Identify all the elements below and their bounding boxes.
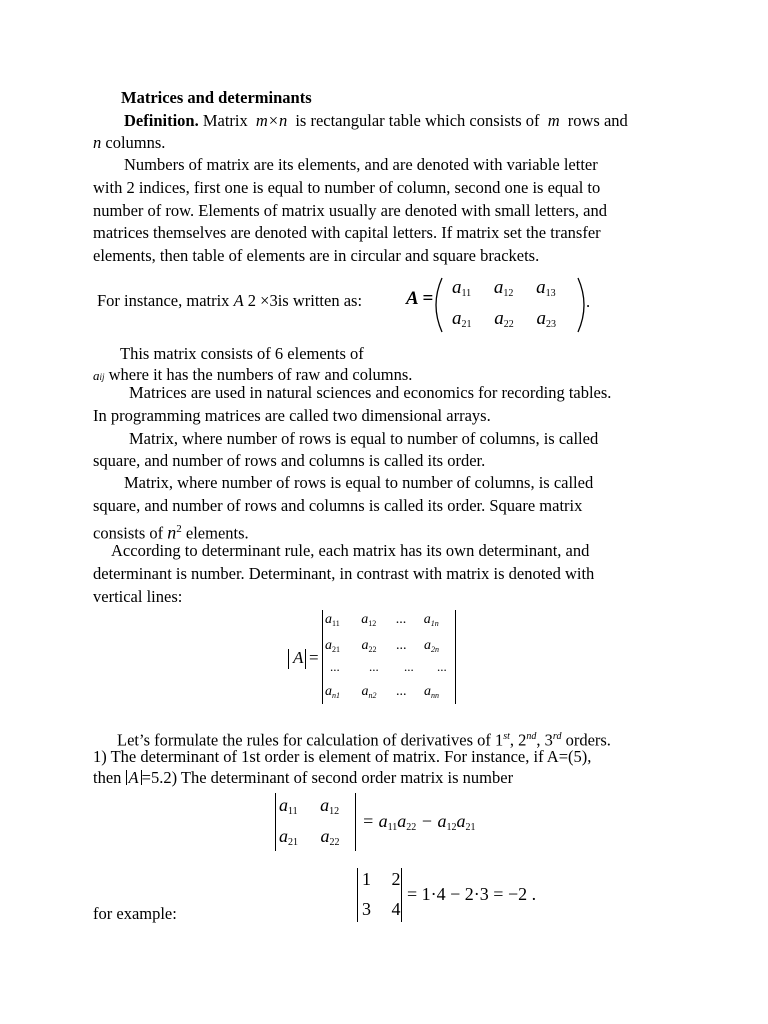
consists-text: where it has the numbers of raw and columns. [108,365,413,384]
element-a: a [424,684,431,699]
element-index: 21 [288,837,298,848]
definition-line [124,110,628,132]
element-index: 11 [288,806,298,817]
element-a: a [361,612,369,627]
math-text: = a [362,811,388,831]
instance-text-1: For instance, matrix [97,291,230,310]
paragraph-line: with 2 indices, first one is equal to number of column, second one is equal to [93,178,601,197]
element-a: a [397,811,407,831]
element-index: 21 [465,822,476,833]
rules-line-2: 1) The determinant of 1st order is element of matrix. For instance, if A=(5), [93,747,592,766]
definition-text: columns. [105,133,166,152]
definition-label: Definition. [124,111,199,130]
element-index: 11 [332,619,340,628]
paragraph-text: elements. [185,523,249,543]
element-index: 22 [503,319,514,330]
element-a: a [279,826,288,846]
ellipsis: ... [395,612,407,627]
ellipsis: ... [330,659,340,674]
paragraph-line: Matrices are used in natural sciences and economics for recording tables. [129,383,612,402]
example-cell: 3 [362,899,371,919]
example-row-2 [362,899,401,920]
math-m: m [547,111,560,130]
ellipsis: ... [396,684,407,699]
det2-right-bar [355,793,356,851]
ellipsis: ... [404,659,414,674]
element-index: n1 [332,691,340,700]
paragraph-line: vertical lines: [93,587,183,606]
rules-text: orders. [561,730,611,750]
consists-line: This matrix consists of 6 elements of [120,344,364,363]
element-index: 12 [446,822,457,833]
element-a: a [493,277,504,298]
element-index: 21 [461,319,472,330]
element-index: 11 [461,288,472,299]
det2-left-bar [275,793,276,851]
example-right-bar [401,868,402,922]
ellipsis: ... [369,659,379,674]
element-index: 12 [503,288,514,299]
rules-text: , 2 [509,730,527,750]
element-index: 23 [546,319,556,330]
paragraph-line: determinant is number. Determinant, in contrast with matrix is denoted with [93,564,595,583]
det-row-2 [325,638,439,654]
det-row-1 [325,612,439,628]
paragraph-line: square, and number of rows and columns is called its order. [93,451,486,470]
rules-text: then [93,768,122,787]
det-lhs: A [293,648,304,667]
det-right-bar [455,610,456,704]
paragraph-line: elements, then table of elements are in circular and square brackets. [93,246,540,265]
definition-text: is rectangular table which consists of [295,111,540,130]
math-n: n [93,133,102,152]
example-left-bar [357,868,358,922]
paragraph-line: According to determinant rule, each matrix has its own determinant, and [111,541,590,560]
det-row-4 [325,684,439,700]
element-index: 1n [430,619,439,628]
paragraph-line: Numbers of matrix are its elements, and are denoted with variable letter [124,155,598,174]
matrix-row-2 [452,308,556,330]
element-a: a [536,277,546,298]
element-index: 22 [368,645,377,654]
abs-bar [288,649,289,669]
paragraph-line: square, and number of rows and columns is called its order. Square matrix [93,496,583,515]
example-cell: 2 [391,869,401,889]
element-a: a [320,826,330,846]
ordinal-rd: rd [552,731,562,742]
element-a: a [456,811,466,831]
paragraph-text: consists of [93,523,164,543]
abs-bar [305,649,306,669]
paragraph-line: number of row. Elements of matrix usually are denoted with small letters, and [93,201,607,220]
paragraph-line: Matrix, where number of rows is equal to number of columns, is called [129,429,599,448]
element-index: 12 [329,806,340,817]
math-A: A [233,291,244,310]
math-a: a [93,368,100,383]
element-a: a [494,308,504,329]
element-index: 13 [545,288,556,299]
element-a: a [452,277,462,298]
paragraph-line: Matrix, where number of rows is equal to number of columns, is called [124,473,594,492]
rules-text: , 3 [536,730,553,750]
example-label: for example: [93,904,177,923]
definition-text: rows and [567,111,628,130]
element-index: 12 [368,619,377,628]
math-index-ij: ij [99,372,105,382]
element-index: nn [431,691,439,700]
page-title: Matrices and determinants [121,88,312,107]
element-a: a [361,684,369,699]
element-index: n2 [368,691,377,700]
element-a: a [423,612,431,627]
det2-rhs [362,811,475,833]
ellipsis: ... [396,638,407,653]
abs-A: A [126,770,142,785]
ordinal-st: st [503,731,510,742]
matrix-row-1 [452,277,556,299]
ellipsis: ... [437,659,447,674]
example-rhs: = 1·4 − 2·3 = −2 . [407,884,537,904]
element-a: a [452,308,462,329]
element-a: a [325,684,332,699]
element-a: a [536,308,546,329]
matrix-period: . [586,292,591,311]
ordinal-nd: nd [526,731,537,742]
instance-text [97,290,362,312]
element-index: 21 [332,645,340,654]
math-exponent: 2 [176,523,182,535]
element-a: a [325,612,332,627]
element-a: a [325,638,332,653]
definition-text: Matrix [202,111,248,130]
det-left-bar [322,610,323,704]
element-index: 22 [329,837,340,848]
paragraph-line: In programming matrices are called two dimensional arrays. [93,406,491,425]
element-index: 2n [431,645,439,654]
paragraph-line: matrices themselves are denoted with capital letters. If matrix set the transfer [93,223,601,242]
rules-line-3 [93,767,513,789]
rules-text: =5.2) The determinant of second order matrix is number [141,768,514,787]
instance-text-2: 2 ×3is written as: [247,291,363,310]
det2-row-2 [279,826,340,848]
example-cell: 1 [362,869,371,889]
math-text: − a [416,811,447,831]
element-a: a [279,795,288,815]
det-equals: = [309,648,319,667]
element-index: 22 [406,822,417,833]
rules-text: Let’s formulate the rules for calculation of derivatives of 1 [117,730,504,750]
definition-line-2 [93,132,165,154]
det2-row-1 [279,795,339,817]
math-mxn: m×n [255,111,288,130]
math-n: n [167,522,177,543]
element-index: 11 [387,822,398,833]
element-a: a [320,795,330,815]
det-row-3 [330,659,447,675]
matrix-lhs: A = [406,288,434,309]
example-cell: 4 [391,899,401,919]
element-a: a [361,638,369,653]
example-row-1 [362,869,401,890]
element-a: a [424,638,431,653]
